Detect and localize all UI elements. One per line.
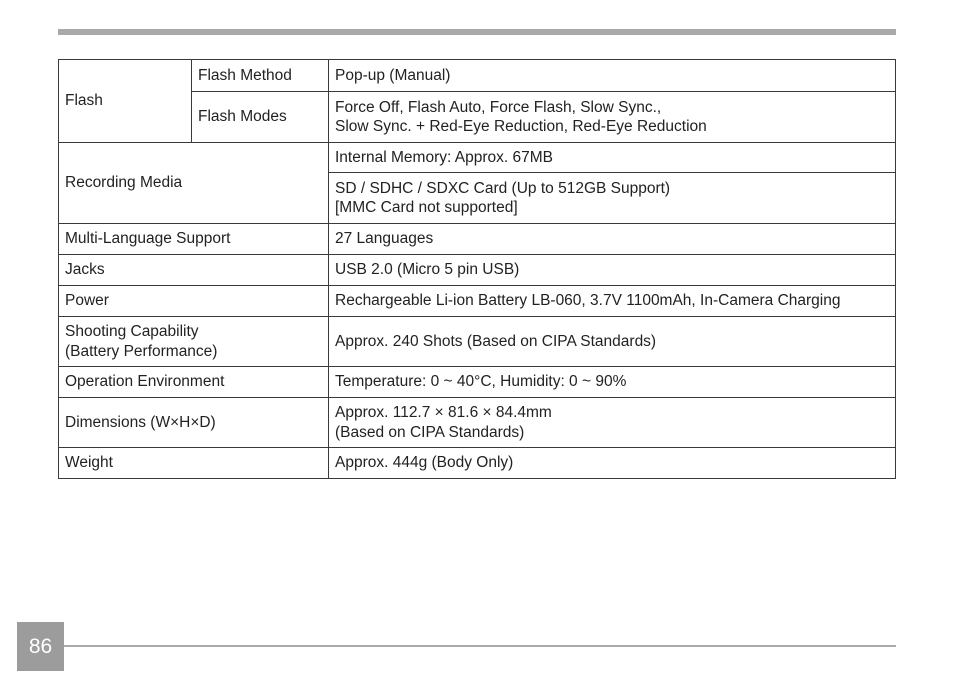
table-row [59, 448, 896, 479]
flash-modes-line-1: Force Off, Flash Auto, Force Flash, Slow Sync., [335, 98, 662, 116]
flash-modes-line-2: Slow Sync. + Red-Eye Reduction, Red-Eye Reduction [335, 118, 707, 135]
table-row [59, 143, 896, 173]
environment-value: Temperature: 0 ~ 40°C, Humidity: 0 ~ 90% [329, 367, 896, 398]
flash-modes-value [329, 92, 896, 143]
flash-label: Flash [59, 60, 192, 143]
flash-method-label: Flash Method [192, 60, 329, 92]
language-label: Multi-Language Support [59, 224, 329, 255]
page-number: 86 [17, 622, 64, 671]
shooting-capability-value: Approx. 240 Shots (Based on CIPA Standards) [329, 317, 896, 367]
table-row [59, 367, 896, 398]
shooting-label-line-1: Shooting Capability [65, 323, 199, 340]
language-value: 27 Languages [329, 224, 896, 255]
dimensions-label: Dimensions (W×H×D) [59, 398, 329, 448]
header-rule [58, 29, 896, 35]
jacks-label: Jacks [59, 255, 329, 286]
flash-method-value: Pop-up (Manual) [329, 60, 896, 92]
dimensions-line-2: (Based on CIPA Standards) [335, 423, 525, 441]
weight-value: Approx. 444g (Body Only) [329, 448, 896, 479]
jacks-value: USB 2.0 (Micro 5 pin USB) [329, 255, 896, 286]
card-support-line-1: SD / SDHC / SDXC Card (Up to 512GB Support) [335, 179, 671, 197]
table-row [59, 224, 896, 255]
dimensions-value [329, 398, 896, 448]
recording-media-label: Recording Media [59, 143, 329, 224]
dimensions-line-1: Approx. 112.7 × 81.6 × 84.4mm [335, 404, 552, 421]
weight-label: Weight [59, 448, 329, 479]
table-row [59, 60, 896, 92]
flash-modes-label: Flash Modes [192, 92, 329, 143]
card-support-value [329, 173, 896, 224]
power-value: Rechargeable Li-ion Battery LB-060, 3.7V 1100mAh, In-Camera Charging [329, 286, 896, 317]
environment-label: Operation Environment [59, 367, 329, 398]
shooting-capability-label [59, 317, 329, 367]
footer-rule [64, 645, 896, 647]
table-row [59, 398, 896, 448]
table-row [59, 286, 896, 317]
specifications-table [58, 59, 896, 479]
shooting-label-line-2: (Battery Performance) [65, 342, 218, 360]
table-row [59, 255, 896, 286]
internal-memory-value: Internal Memory: Approx. 67MB [329, 143, 896, 173]
table-row [59, 317, 896, 367]
power-label: Power [59, 286, 329, 317]
card-support-line-2: [MMC Card not supported] [335, 199, 518, 216]
